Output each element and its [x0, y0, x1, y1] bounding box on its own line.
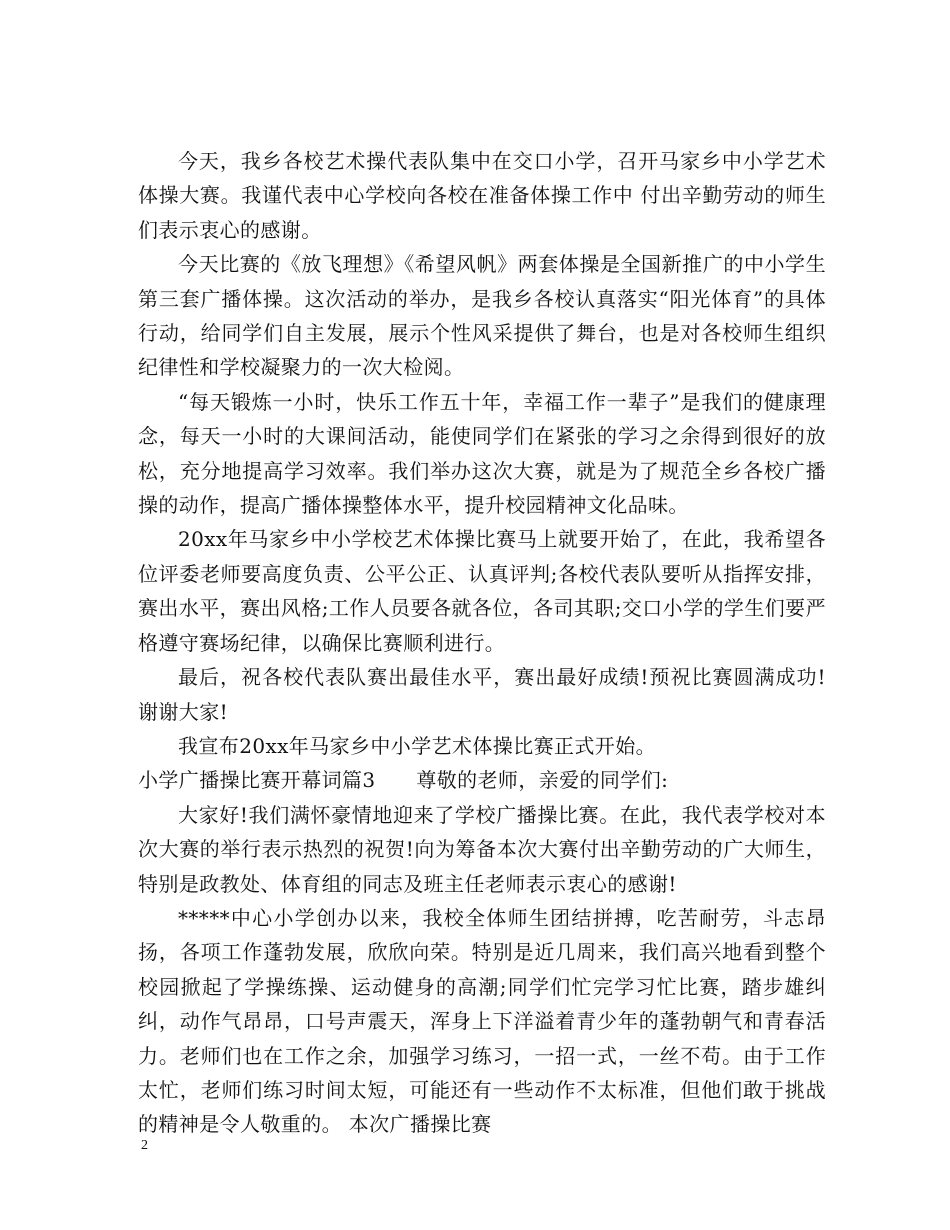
section-heading: 小学广播操比赛开幕词篇3 尊敬的老师，亲爱的同学们: — [138, 768, 669, 793]
paragraph: 最后，祝各校代表队赛出最佳水平，赛出最好成绩!预祝比赛圆满成功!谢谢大家! — [138, 665, 826, 724]
paragraph: *****中心小学创办以来，我校全体师生团结拼搏，吃苦耐劳，斗志昂扬，各项工作蓬勃发展，欣欣向荣。特别是近几周来，我们高兴地看到整个校园掀起了学操练操、运动健身的高潮;同学们忙完学习忙比赛，踏步雄纠纠，动作气昂昂，口号声震天，浑身上下洋溢着青少年的蓬勃朝气和青春活力。老师们也在工作之余，加强学习练习，一招一式，一丝不苟。由于工作太忙，老师们练习时间太短，可能还有一些动作不太标准，但他们敢于挑战的精神是令人敬重的。 本次广播操比赛 — [138, 905, 826, 1137]
paragraph: 我宣布20xx年马家乡中小学艺术体操比赛正式开始。 — [178, 733, 657, 758]
paragraph: 20xx年马家乡中小学校艺术体操比赛马上就要开始了，在此，我希望各位评委老师要高度负责、公平公正、认真评判;各校代表队要听从指挥安排，赛出水平，赛出风格;工作人员要各就各位，各司其职;交口小学的学生们要严格遵守赛场纪律，以确保比赛顺利进行。 — [138, 527, 826, 655]
page-number: 2 — [141, 1138, 148, 1153]
paragraph: 今天比赛的《放飞理想》《希望风帆》两套体操是全国新推广的中小学生第三套广播体操。这次活动的举办，是我乡各校认真落实“阳光体育”的具体行动，给同学们自主发展，展示个性风采提供了舞台，也是对各校师生组织纪律性和学校凝聚力的一次大检阅。 — [138, 252, 826, 380]
paragraph: “每天锻炼一小时，快乐工作五十年，幸福工作一辈子”是我们的健康理念，每天一小时的大课间活动，能使同学们在紧张的学习之余得到很好的放松，充分地提高学习效率。我们举办这次大赛，就是为了规范全乡各校广播操的动作，提高广播体操整体水平，提升校园精神文化品味。 — [138, 389, 826, 518]
document-body — [138, 144, 826, 1142]
paragraph: 今天，我乡各校艺术操代表队集中在交口小学，召开马家乡中小学艺术体操大赛。我谨代表中心学校向各校在准备体操工作中 付出辛勤劳动的师生们表示衷心的感谢。 — [138, 149, 826, 242]
paragraph: 大家好!我们满怀豪情地迎来了学校广播操比赛。在此，我代表学校对本次大赛的举行表示热烈的祝贺!向为筹备本次大赛付出辛勤劳动的广大师生，特别是政教处、体育组的同志及班主任老师表示衷心的感谢! — [138, 802, 826, 896]
